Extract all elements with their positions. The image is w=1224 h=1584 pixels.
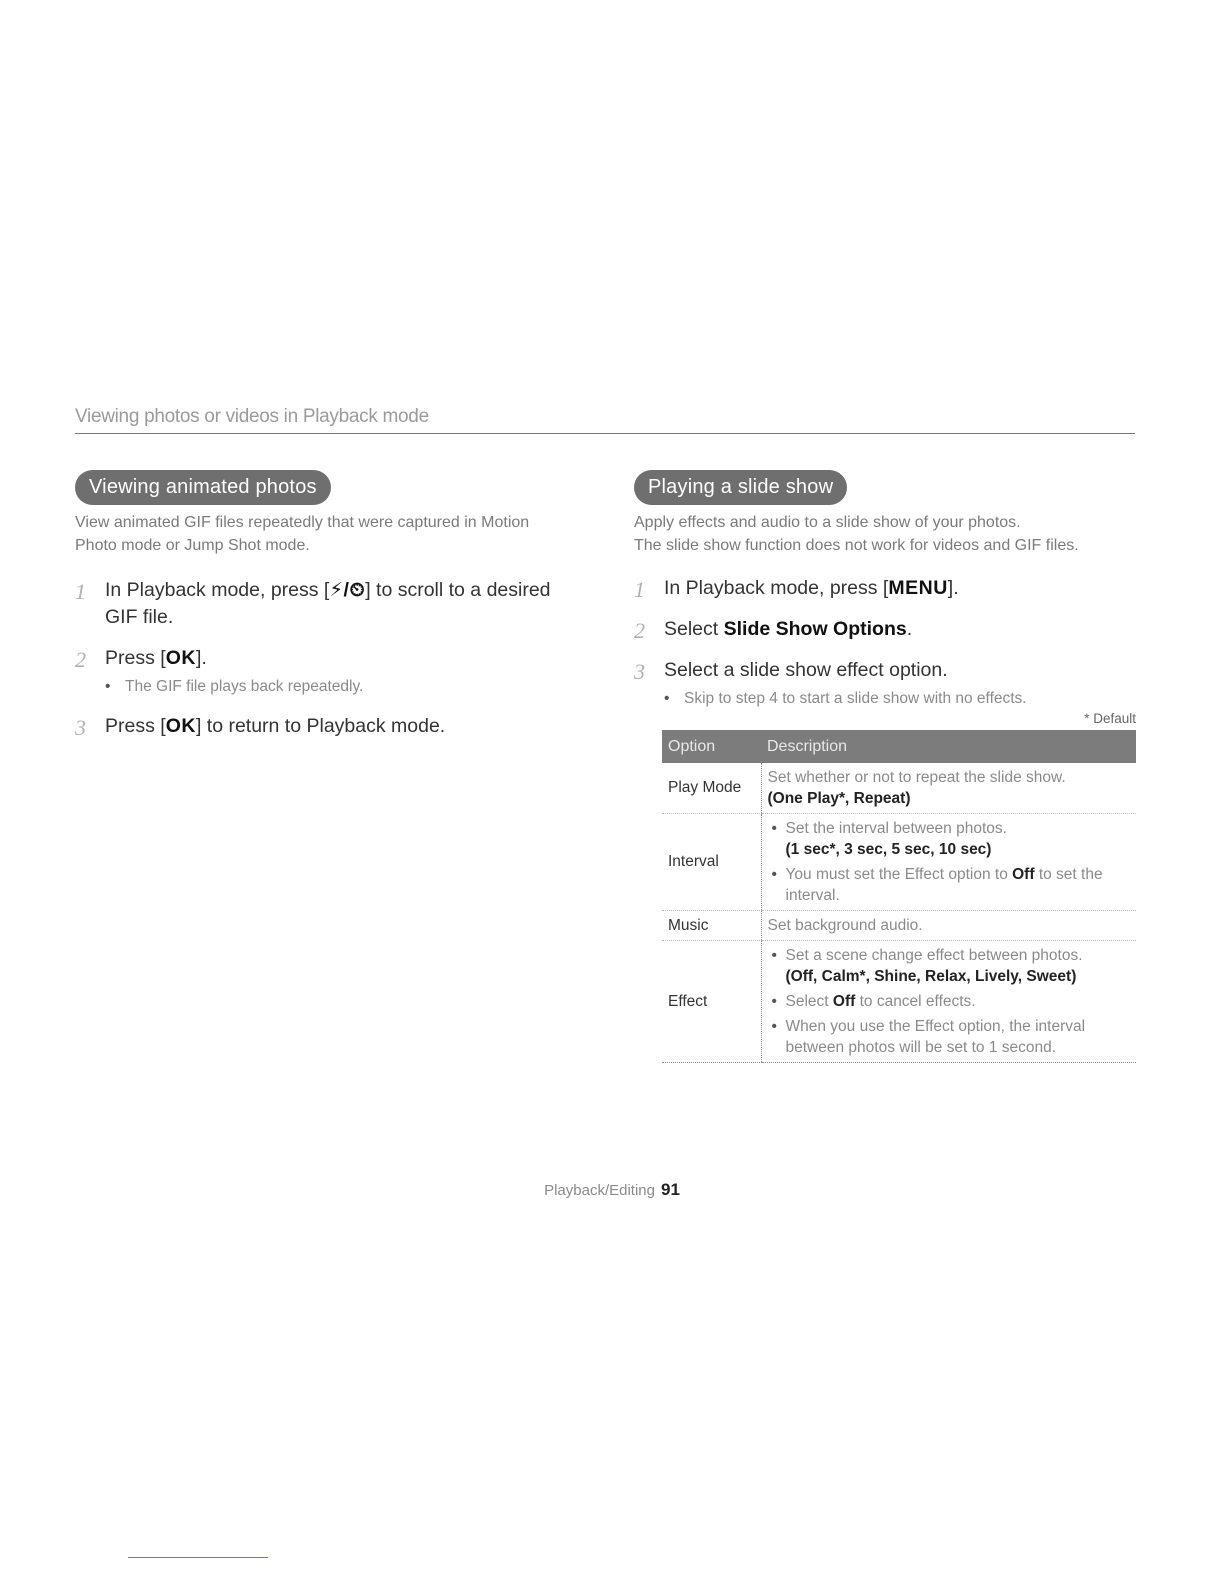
- option-description: [761, 941, 1136, 1063]
- step-text: ] to scroll to a desired GIF file.: [105, 579, 551, 628]
- step-text: Select a slide show effect option.: [664, 659, 948, 681]
- option-description: [761, 911, 1136, 941]
- menu-item-name: Slide Show Options: [723, 618, 907, 640]
- step-text: Press [: [105, 647, 166, 669]
- step-text: Select: [664, 618, 724, 640]
- table-row-play-mode: [662, 763, 1136, 814]
- option-values: (1 sec*, 3 sec, 5 sec, 10 sec): [785, 841, 992, 858]
- description-text: Set the interval between photos.: [785, 820, 1007, 837]
- table-header-description: Description: [761, 730, 1136, 763]
- step-2-bullet: • The GIF file plays back repeatedly.: [75, 676, 565, 697]
- intro-slideshow-1: Apply effects and audio to a slide show of your photos.: [634, 514, 1021, 531]
- option-name: Music: [662, 911, 761, 941]
- step-2: [75, 645, 565, 672]
- step-number: 2: [75, 647, 86, 672]
- step-text: In Playback mode, press [: [105, 579, 330, 601]
- description-bullet: [768, 1016, 1131, 1058]
- step-text: Press [: [105, 715, 166, 737]
- option-values: (One Play*, Repeat): [767, 790, 911, 807]
- step-2: [634, 616, 1136, 643]
- footer-section: Playback/Editing: [544, 1182, 655, 1199]
- step-number: 1: [634, 577, 645, 602]
- step-text: ].: [195, 647, 207, 669]
- step-text: ].: [947, 577, 959, 599]
- description-text: Select: [785, 993, 833, 1010]
- description-text: When you use the Effect option, the interval between photos will be set to 1 second.: [785, 1018, 1086, 1056]
- table-header-option: Option: [662, 730, 761, 763]
- step-number: 1: [75, 579, 86, 604]
- right-column: [634, 470, 1136, 1063]
- description-text: to set the interval.: [785, 866, 1103, 904]
- description-text: You must set the Effect option to: [785, 866, 1013, 883]
- step-number: 3: [75, 715, 86, 740]
- description-text: Set whether or not to repeat the slide show.: [767, 769, 1066, 786]
- description-bullet: [768, 818, 1131, 860]
- option-description: [761, 814, 1136, 911]
- step-number: 2: [634, 618, 645, 643]
- description-text: Set a scene change effect between photos.: [785, 947, 1083, 964]
- option-name: Effect: [662, 941, 761, 1063]
- intro-animated: View animated GIF files repeatedly that were captured in Motion Photo mode or Jump Shot mode.: [75, 514, 530, 554]
- section-title-slideshow: Playing a slide show: [634, 470, 847, 505]
- step-text: ] to return to Playback mode.: [195, 715, 446, 737]
- table-row-effect: [662, 941, 1136, 1063]
- option-name: Interval: [662, 814, 761, 911]
- description-bullet: [768, 945, 1131, 987]
- flash-timer-icon: ⚡/⏲: [329, 579, 366, 601]
- options-table: [662, 730, 1136, 1063]
- description-text: to cancel effects.: [855, 993, 976, 1010]
- default-note: * Default: [1084, 711, 1136, 726]
- step-text: .: [906, 618, 913, 640]
- header-divider: [75, 433, 1135, 434]
- table-row-interval: [662, 814, 1136, 911]
- left-column: [75, 470, 565, 740]
- option-values: (Off, Calm*, Shine, Relax, Lively, Sweet): [785, 968, 1077, 985]
- table-row-music: [662, 911, 1136, 941]
- ok-key: OK: [165, 647, 196, 669]
- intro-slideshow-2: The slide show function does not work for videos and GIF files.: [634, 537, 1079, 554]
- step-number: 3: [634, 659, 645, 684]
- option-name: Play Mode: [662, 763, 761, 814]
- step-text: In Playback mode, press [: [664, 577, 889, 599]
- menu-key: MENU: [888, 577, 948, 599]
- page-footer: [0, 1180, 1224, 1200]
- section-title-animated: Viewing animated photos: [75, 470, 331, 505]
- page-header: Viewing photos or videos in Playback mode: [75, 406, 429, 427]
- option-value: Off: [832, 993, 856, 1010]
- description-text: Set background audio.: [767, 917, 923, 934]
- page-number: 91: [660, 1180, 680, 1199]
- step-3: [75, 713, 565, 740]
- step-3-bullet: • Skip to step 4 to start a slide show with no effects.: [634, 688, 1136, 709]
- step-3: [634, 657, 1136, 684]
- description-bullet: [768, 991, 1131, 1012]
- step-1: [634, 575, 1136, 602]
- option-description: [761, 763, 1136, 814]
- stray-line: [128, 1557, 268, 1558]
- option-value: Off: [1012, 866, 1035, 883]
- description-bullet: [768, 864, 1131, 906]
- ok-key: OK: [165, 715, 196, 737]
- step-1: [75, 577, 565, 631]
